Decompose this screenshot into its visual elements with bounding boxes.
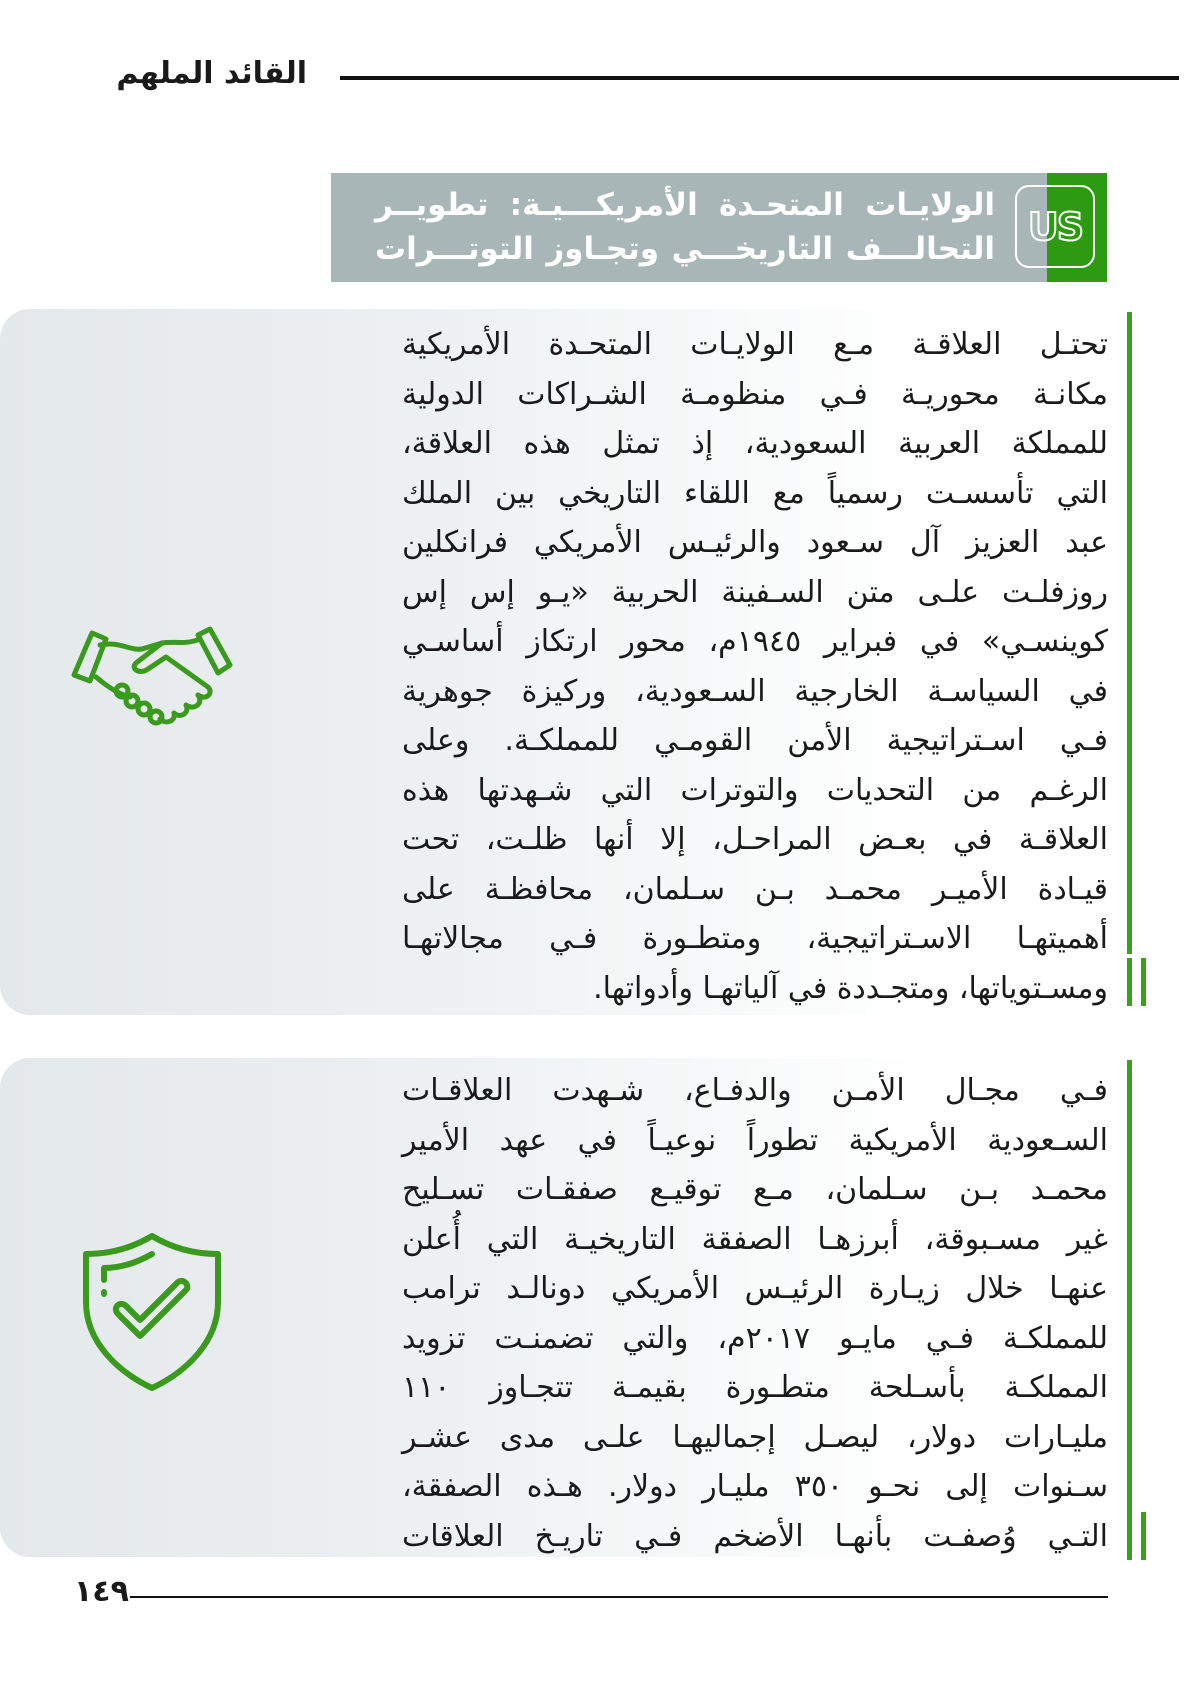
text-line: تحتـل العلاقـة مـع الولايـات المتحـدة الأمريكية (402, 327, 1108, 362)
green-margin-bar (1141, 1512, 1146, 1560)
text-line: السـعودية الأمريكية تطوراً نوعيـاً في عهد الأمير (402, 1122, 1108, 1158)
paragraph-1 (402, 320, 1108, 1013)
green-margin-bar (1127, 1512, 1132, 1560)
running-header-title: القائد الملهم (116, 56, 307, 91)
text-line: قيـادة الأميـر محمـد بـن سـلمان، محافظـة على (402, 871, 1108, 907)
text-line: للمملكة العربية السعودية، إذ تمثل هذه العلاقة، (402, 426, 1108, 461)
section-title-box (331, 173, 1107, 282)
text-line: فـي اسـتراتيجية الأمن القومـي للمملكـة. وعلى (402, 723, 1108, 758)
us-badge-icon: US (1015, 185, 1095, 268)
handshake-icon (70, 625, 235, 730)
text-line: مكانـة محوريـة فـي منظومـة الشـراكات الدولية (402, 376, 1108, 412)
text-line: كوينسـي» في فبراير ١٩٤٥م، محور ارتكاز أساسـي (402, 624, 1108, 659)
paragraph-2 (402, 1066, 1108, 1561)
header-rule (340, 76, 1179, 80)
section-title (375, 183, 995, 271)
text-line: في السياسـة الخارجية السـعودية، وركيزة جوهرية (402, 673, 1108, 709)
footer-rule (130, 1596, 1108, 1598)
text-line: محمـد بـن سـلمان، مـع توقيـع صفقـات تسـليح (402, 1172, 1108, 1207)
text-line: المملكـة بأسـلحة متطـورة بقيمـة تتجـاوز ١١٠ (402, 1370, 1108, 1405)
page-number: ١٤٩ (74, 1574, 129, 1609)
text-line: فـي مجـال الأمـن والدفـاع، شـهدت العلاقـات (402, 1073, 1108, 1108)
text-line: الرغـم من التحديات والتوترات التي شـهدتها هذه (402, 772, 1108, 808)
section-title-line: الولايـات المتحـدة الأمريكـــيـة: تطويــر (375, 187, 995, 223)
green-margin-line (1127, 1060, 1132, 1515)
text-line: سـنوات إلى نحـو ٣٥٠ مليـار دولار. هـذه الصفقة، (402, 1469, 1108, 1504)
green-margin-line (1127, 312, 1132, 954)
text-line: مليـارات دولار، ليصـل إجماليهـا علـى مدى عشـر (402, 1419, 1108, 1455)
text-line: للمملكـة فـي مايـو ٢٠١٧م، والتي تضمنـت تزويد (402, 1320, 1108, 1356)
text-line: ومسـتوياتها، ومتجـددة في آلياتهـا وأدواتها. (593, 970, 1108, 1006)
text-line: عبد العزيز آل سـعود والرئيـس الأمريكي فرانكلين (402, 525, 1108, 560)
text-line: عنهـا خلال زيـارة الرئيـس الأمريكي دونالـد ترامب (402, 1271, 1108, 1306)
text-line: غير مسـبوقة، أبرزهـا الصفقة التاريخيـة التي أُعلن (402, 1221, 1108, 1257)
text-line: التـي وُصفـت بأنهـا الأضخم فـي تاريـخ العلاقات (402, 1518, 1108, 1554)
shield-check-icon (82, 1232, 222, 1392)
text-line: أهميتهـا الاسـتراتيجية، ومتطـورة فـي مجالاتهـا (402, 921, 1108, 956)
text-line: روزفلـت علـى متن السـفينة الحربية «يـو إس إس (402, 574, 1108, 610)
green-margin-bar (1141, 958, 1146, 1006)
text-line: العلاقـة في بعـض المراحـل، إلا أنها ظلـت، تحت (402, 822, 1108, 857)
text-line: التي تأسسـت رسمياً مع اللقاء التاريخي بين الملك (402, 475, 1108, 511)
section-title-line: التحالـــف التاريخـــي وتجـاوز التوتـــرات (375, 231, 995, 267)
green-margin-bar (1127, 958, 1132, 1006)
